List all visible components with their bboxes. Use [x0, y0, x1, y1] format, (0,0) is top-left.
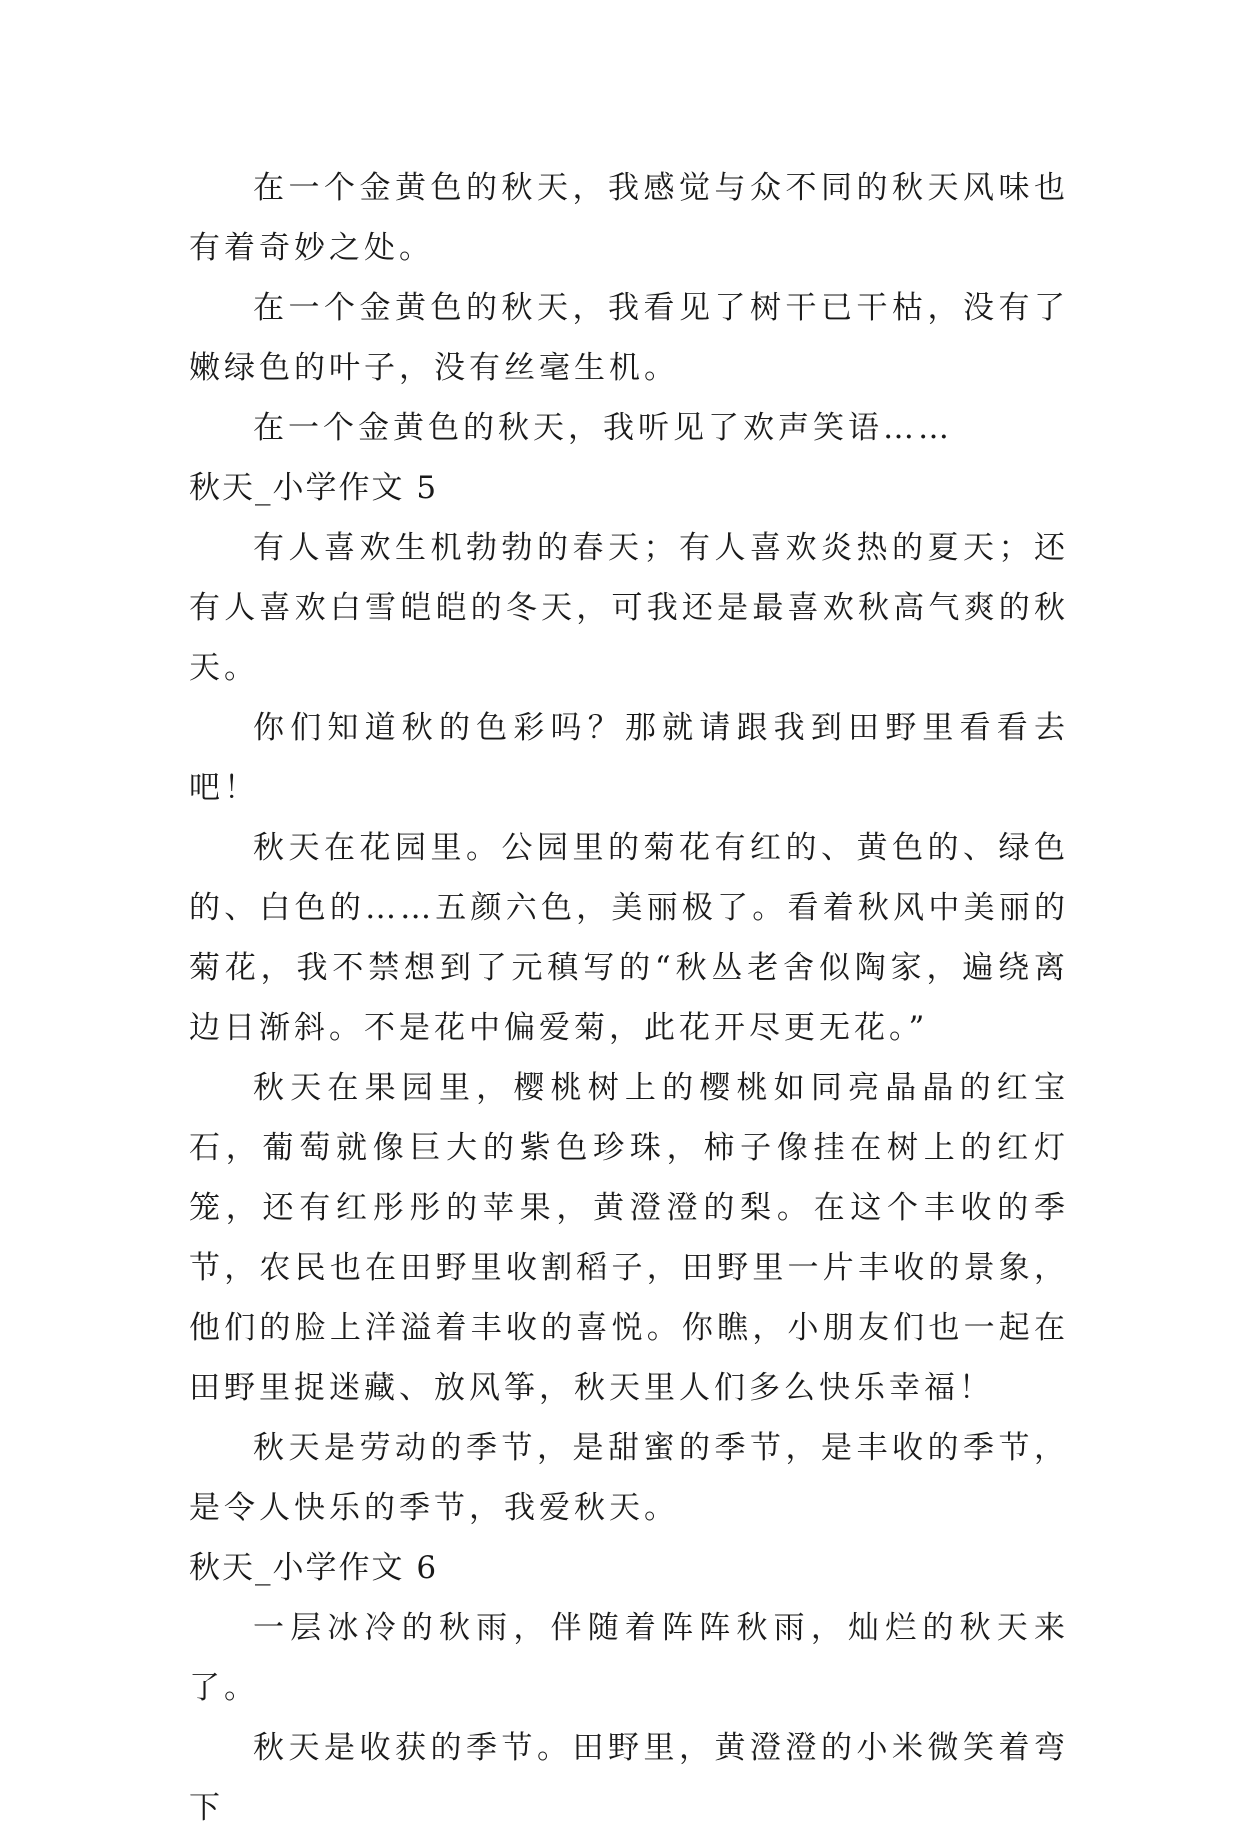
paragraph: 你们知道秋的色彩吗？那就请跟我到田野里看看去吧！	[189, 710, 1069, 806]
paragraph: 在一个金黄色的秋天，我听见了欢声笑语……	[253, 410, 953, 446]
paragraph: 一层冰冷的秋雨，伴随着阵阵秋雨，灿烂的秋天来了。	[189, 1610, 1069, 1706]
paragraph: 秋天是收获的季节。田野里，黄澄澄的小米微笑着弯下	[189, 1730, 1069, 1826]
paragraph: 有人喜欢生机勃勃的春天；有人喜欢炎热的夏天；还有人喜欢白雪皑皑的冬天，可我还是最喜欢秋高气爽的秋天。	[189, 530, 1069, 686]
paragraph: 秋天在花园里。公园里的菊花有红的、黄色的、绿色的、白色的……五颜六色，美丽极了。看着秋风中美丽的菊花，我不禁想到了元稹写的“秋丛老舍似陶家，遍绕离边日渐斜。不是花中偏爱菊，此花开尽更无花。”	[189, 830, 1069, 1046]
paragraph: 在一个金黄色的秋天，我看见了树干已干枯，没有了嫩绿色的叶子，没有丝毫生机。	[189, 290, 1069, 386]
section-heading: 秋天_小学作文 5	[189, 470, 439, 506]
paragraph: 秋天在果园里，樱桃树上的樱桃如同亮晶晶的红宝石，葡萄就像巨大的紫色珍珠，柿子像挂在树上的红灯笼，还有红彤彤的苹果，黄澄澄的梨。在这个丰收的季节，农民也在田野里收割稻子，田野里一片丰收的景象，他们的脸上洋溢着丰收的喜悦。你瞧，小朋友们也一起在田野里捉迷藏、放风筝，秋天里人们多么快乐幸福！	[189, 1070, 1069, 1406]
document-body	[189, 158, 1069, 1838]
section-heading: 秋天_小学作文 6	[189, 1550, 439, 1586]
paragraph: 在一个金黄色的秋天，我感觉与众不同的秋天风味也有着奇妙之处。	[189, 170, 1069, 266]
paragraph: 秋天是劳动的季节，是甜蜜的季节，是丰收的季节，是令人快乐的季节，我爱秋天。	[189, 1430, 1069, 1526]
